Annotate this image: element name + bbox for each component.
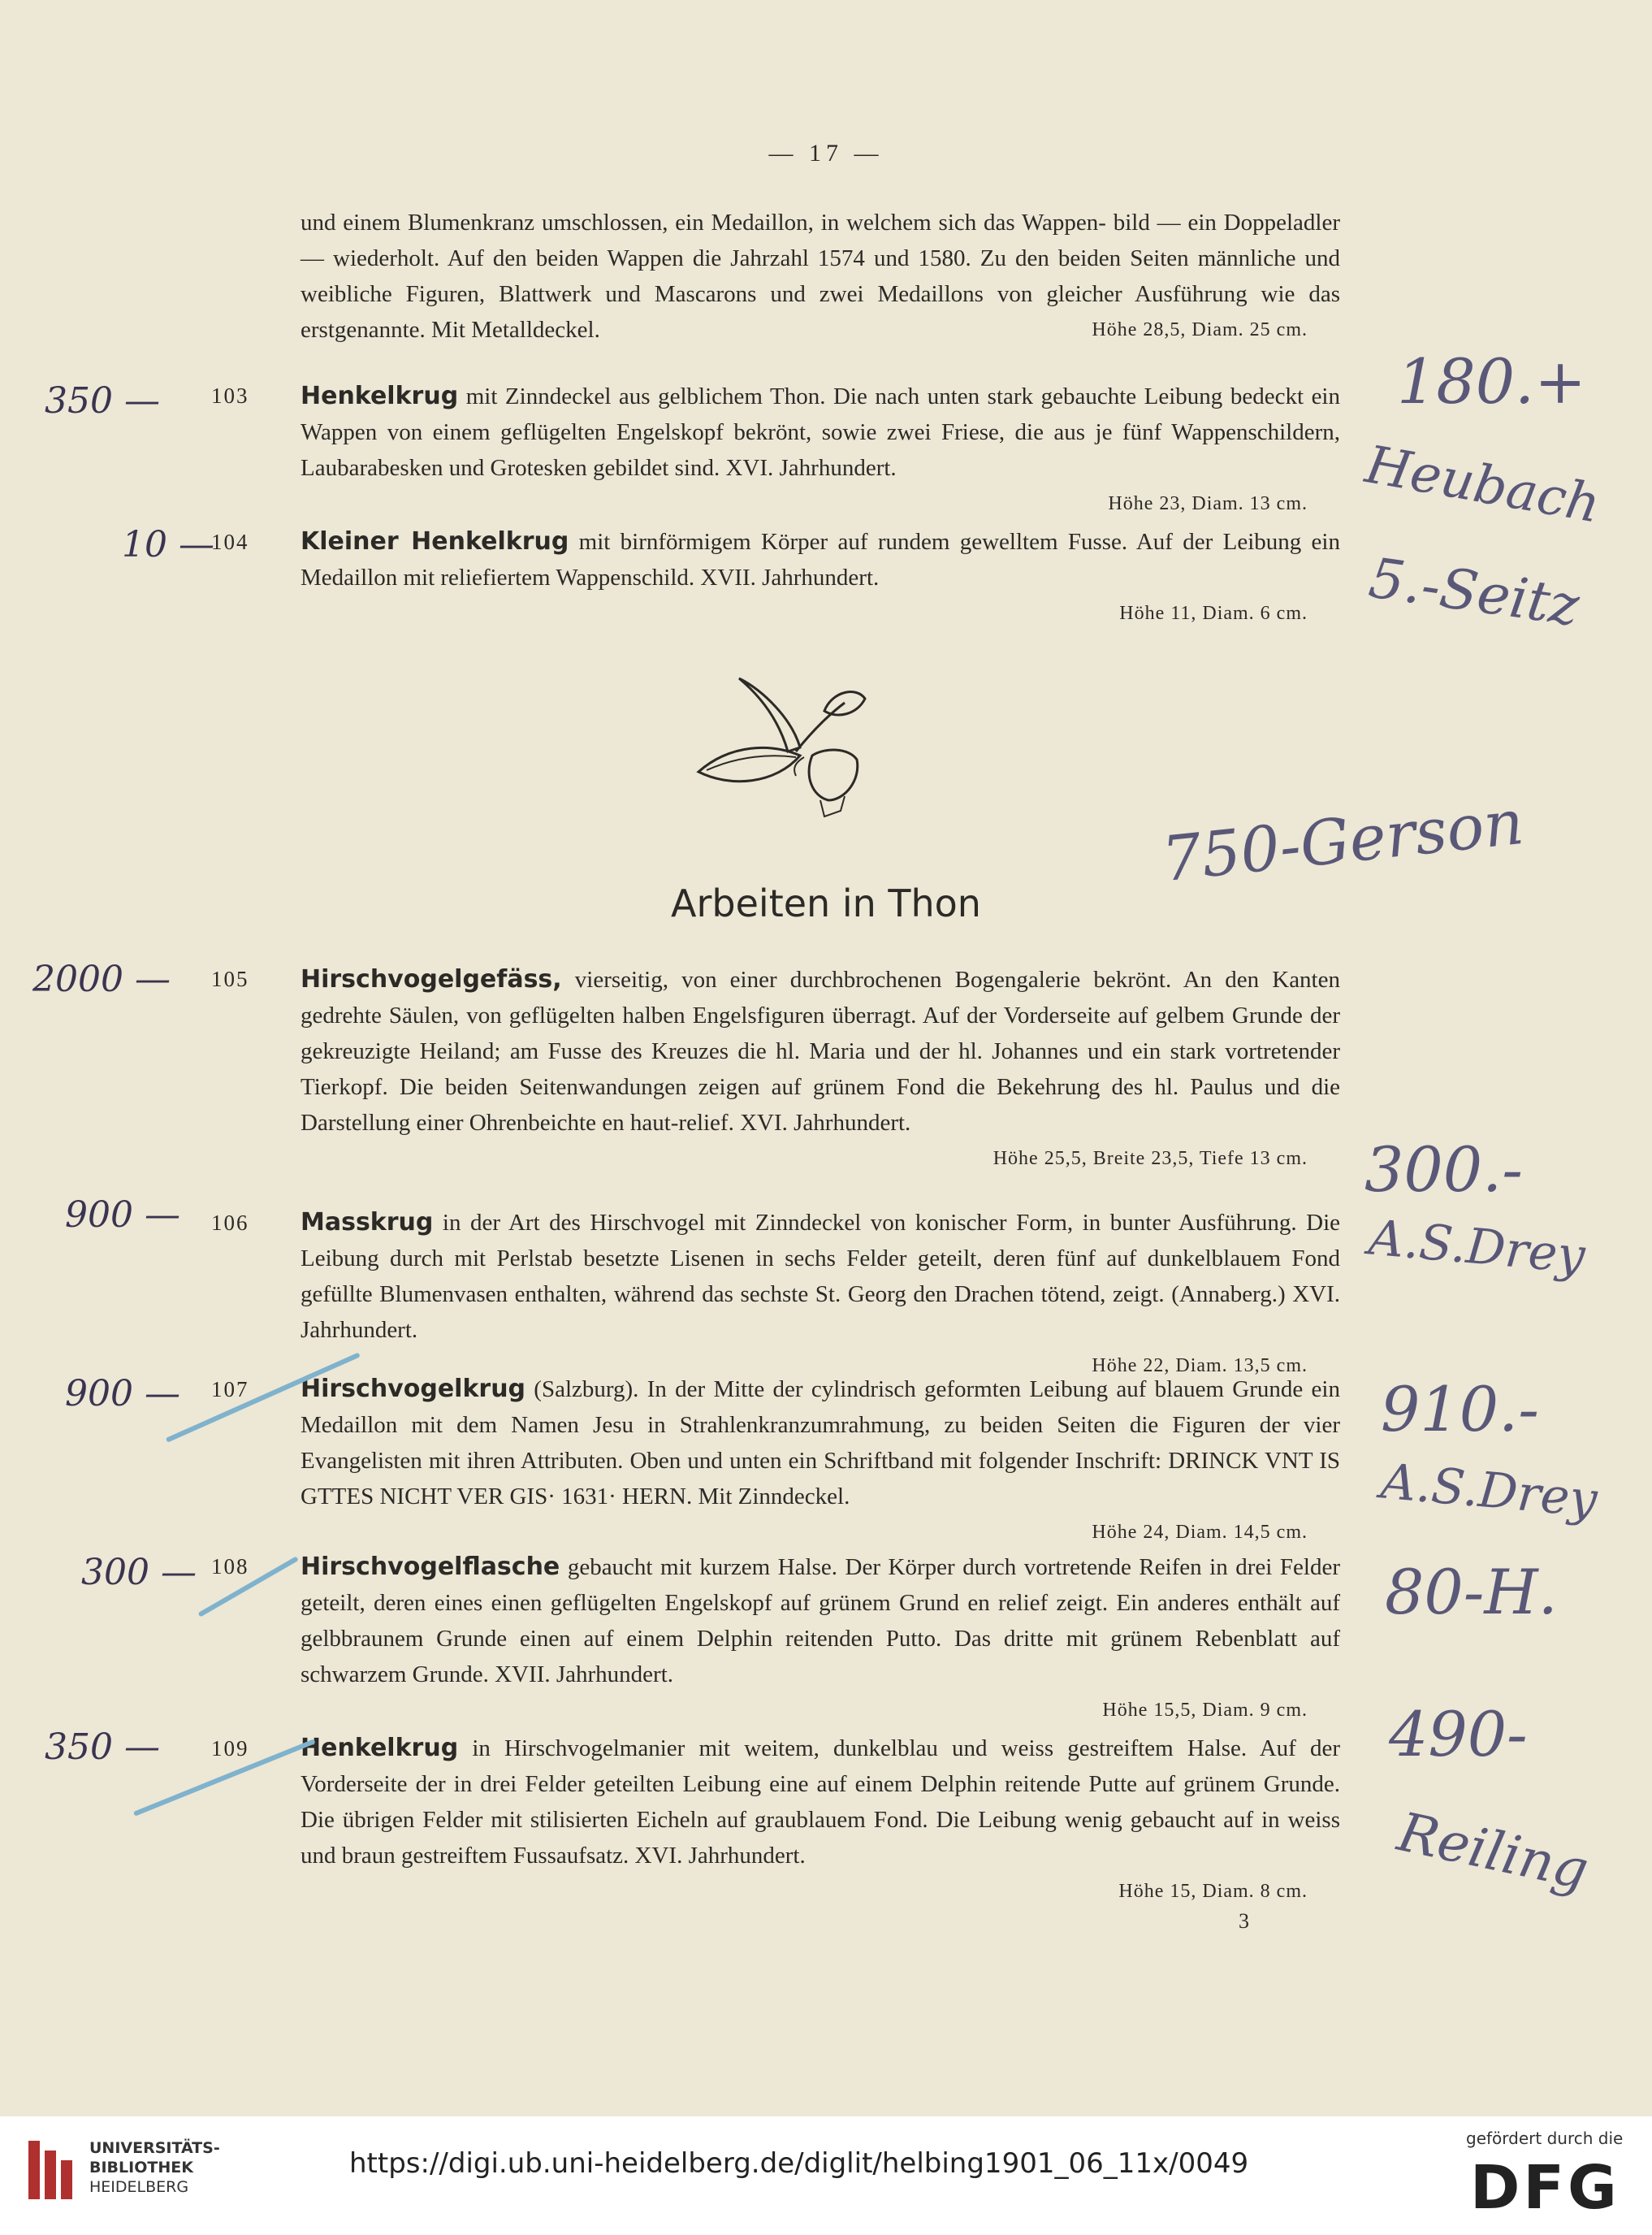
lot-dims: Höhe 15,5, Diam. 9 cm. (1102, 1700, 1308, 1721)
price-note: 900 — (65, 1373, 180, 1414)
lot-entry (301, 962, 1340, 1176)
lot-title: Hirschvogelkrug (301, 1375, 526, 1403)
lot-text: mit Zinndeckel aus gelblichem Thon. Die nach unten stark gebauchte Leibung bedeckt ein Wappen von einem geflügelten Engelskopf bekrönt, sowie zwei Friese, die aus je fünf Wappenschildern, Laubarabesken und Grotesken gebildet sind. XVI. Jahrhundert. (301, 383, 1340, 481)
handwritten-note: 750-Gerson (1158, 785, 1527, 896)
lot-title: Henkelkrug (301, 1734, 459, 1762)
intro-dims: Höhe 28,5, Diam. 25 cm. (1092, 319, 1308, 340)
lot-title: Hirschvogelgefäss, (301, 965, 562, 994)
intro-line: Mit Metalldeckel. (431, 317, 600, 343)
lot-dims: Höhe 25,5, Breite 23,5, Tiefe 13 cm. (992, 1148, 1308, 1169)
lot-number: 103 (211, 383, 249, 408)
price-note: 350 — (45, 1726, 160, 1768)
lot-entry (301, 1205, 1340, 1384)
lot-number: 105 (211, 967, 249, 991)
library-logo-icon (24, 2133, 81, 2206)
page-number: — 17 — (768, 140, 884, 167)
price-note: 10 — (122, 524, 214, 565)
lot-title: Henkelkrug (301, 382, 459, 410)
handwritten-note: Reiling (1392, 1800, 1594, 1902)
lot-number: 106 (211, 1211, 249, 1235)
section-title: Arbeiten in Thon (671, 881, 981, 925)
lot-dims: Höhe 15, Diam. 8 cm. (1118, 1881, 1308, 1902)
lot-text: (Salzburg). In der Mitte der cylindrisch geformten Leibung auf blauem Grunde ein Medaillon mit dem Namen Jesu in Strahlenkranzumrahmung, zu beiden Seiten die Figuren der vier Evangelisten mit ihren Attributen. Oben und unten ein Schriftband mit folgender Inschrift: DRINCK VNT IS GTTES NICHT VER GIS· 1631· HERN. Mit Zinndeckel. (301, 1376, 1340, 1509)
lot-title: Hirschvogelflasche (301, 1553, 560, 1581)
dfg-logo: DFG (1470, 2153, 1620, 2223)
price-note: 350 — (45, 380, 160, 422)
lot-entry (301, 1371, 1340, 1550)
lot-dims: Höhe 11, Diam. 6 cm. (1119, 603, 1308, 624)
intro-line: und Mascarons und zwei Medaillons von gleicher Ausführung wie das erstgenannte. (301, 281, 1340, 343)
lot-number: 109 (211, 1736, 249, 1761)
flower-ornament-icon (682, 666, 885, 821)
lot-dims: Höhe 24, Diam. 14,5 cm. (1092, 1522, 1308, 1543)
handwritten-note: 490- (1389, 1698, 1528, 1770)
lot-number: 107 (211, 1377, 249, 1401)
lot-dims: Höhe 23, Diam. 13 cm. (1108, 493, 1308, 514)
lot-title: Masskrug (301, 1208, 434, 1237)
library-name: UNIVERSITÄTS- BIBLIOTHEK HEIDELBERG (89, 2139, 220, 2196)
sheet-number: 3 (1239, 1909, 1249, 1933)
lot-text: in der Art des Hirschvogel mit Zinndeckel von konischer Form, in bunter Ausführung. Die Leibung durch mit Perlstab besetzte Lisenen in sechs Felder geteilt, deren fünf auf dunkelblauem Fond gefüllte Blumenvasen enthalten, während das sechste St. Georg den Drachen tötend, zeigt. (Annaberg.) XVI. Jahrhundert. (301, 1210, 1340, 1343)
handwritten-note: 180.+ (1397, 345, 1586, 418)
funding-label: gefördert durch die (1466, 2129, 1624, 2148)
lot-text: in Hirschvogelmanier mit weitem, dunkelblau und weiss gestreiftem Halse. Auf der Vorderseite der in drei Felder geteilten Leibung eine auf einem Delphin reitende Putte auf grünem Grunde. Die übrigen Felder mit stilisierten Eicheln auf graublauem Fond. Die Leibung wenig gebaucht auf in weiss und braun gestreiftem Fussaufsatz. XVI. Jahrhundert. (301, 1735, 1340, 1869)
price-note: 900 — (65, 1194, 180, 1236)
lot-title: Kleiner Henkelkrug (301, 527, 569, 556)
intro-line: und einem Blumenkranz umschlossen, ein Medaillon, in welchem sich das Wappen- (301, 210, 1106, 236)
intro-line: und 1580. Zu den beiden Seiten männliche und weibliche Figuren, Blattwerk (301, 245, 1341, 307)
handwritten-note: A.S.Drey (1378, 1453, 1600, 1529)
price-note: 2000 — (32, 959, 171, 1000)
lot-text: vierseitig, von einer durchbrochenen Bogengalerie bekrönt. An den Kanten gedrehte Säulen, von geflügelten halben Engelsfiguren überragt. Auf der Vorderseite auf gelbem Grunde der gekreuzigte Heiland; am Fusse des Kreuzes die hl. Maria und der hl. Johannes und ein stark vortretender Tierkopf. Die beiden Seitenwandungen zeigen auf grünem Fond die Bekehrung des hl. Paulus und die Darstellung einer Ohrenbeichte en haut-relief. XVI. Jahrhundert. (301, 967, 1340, 1136)
intro-text (301, 205, 1340, 348)
source-url-link[interactable]: https://digi.ub.uni-heidelberg.de/diglit/helbing1901_06_11x/0049 (349, 2147, 1249, 2180)
handwritten-note: 5.-Seitz (1364, 546, 1583, 639)
handwritten-note: 80-H. (1385, 1556, 1558, 1628)
lot-text: mit birnförmigem Körper auf rundem gewelltem Fusse. Auf der Leibung ein Medaillon mit reliefiertem Wappenschild. XVII. Jahrhundert. (301, 529, 1340, 591)
lot-entry (301, 1549, 1340, 1728)
price-note: 300 — (81, 1552, 197, 1593)
lot-entry (301, 524, 1340, 631)
lot-entry (301, 1730, 1340, 1909)
handwritten-note: Heubach (1360, 435, 1605, 535)
handwritten-note: 910.- (1381, 1373, 1539, 1445)
handwritten-note: 300.- (1364, 1133, 1523, 1206)
handwritten-note: A.S.Drey (1366, 1209, 1588, 1285)
lot-number: 104 (211, 530, 249, 554)
lot-dims: Höhe 22, Diam. 13,5 cm. (1092, 1355, 1308, 1376)
intro-line: bild — ein Doppeladler — wiederholt. Auf den beiden Wappen die Jahrzahl 1574 (301, 210, 1340, 271)
lot-entry (301, 379, 1340, 522)
lot-text: gebaucht mit kurzem Halse. Der Körper durch vortretende Reifen in drei Felder geteilt, deren eines einen geflügelten Engelskopf auf grünem Grund en relief zeigt. Ein anderes enthält auf gelbbraunem Grunde einen auf einem Delphin reitenden Putto. Das dritte mit grünem Rebenblatt auf schwarzem Grunde. XVII. Jahrhundert. (301, 1554, 1340, 1687)
lot-number: 108 (211, 1554, 249, 1579)
